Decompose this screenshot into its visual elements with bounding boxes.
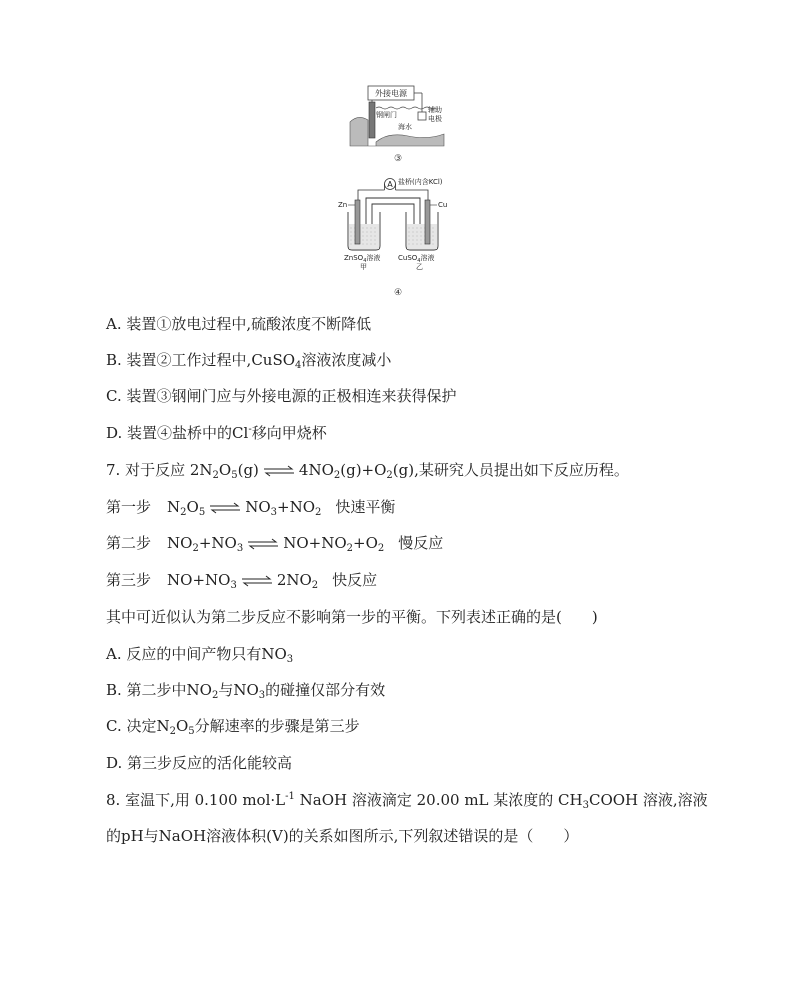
equilibrium-arrow-icon <box>246 538 280 550</box>
gate-label: 钢闸门 <box>376 111 397 119</box>
figure-3-gate-protection <box>348 84 448 164</box>
q7-step-1: 第一步 $N_2O_5$ $NO_3+NO_2$ 快速平衡 <box>106 498 396 518</box>
equilibrium-arrow-icon <box>262 465 296 477</box>
sea-label: 海水 <box>398 123 412 131</box>
q8-stem-line-2: 的pH与NaOH溶液体积(V)的关系如图所示,下列叙述错误的是（ ） <box>106 827 579 845</box>
ammeter-label: A <box>387 180 393 189</box>
zn-label: Zn <box>338 201 348 209</box>
q7-prompt: 其中可近似认为第二步反应不影响第一步的平衡。下列表述正确的是( ) <box>106 608 598 626</box>
q7-option-c: C. 决定$N_2O_5$分解速率的步骤是第三步 <box>106 717 360 737</box>
aux-electrode <box>418 112 426 120</box>
q6-option-d: D. 装置④盐桥中的Cl-移向甲烧杯 <box>106 424 327 442</box>
q6-option-a: A. 装置①放电过程中,硫酸浓度不断降低 <box>106 315 372 333</box>
steel-gate <box>369 102 375 138</box>
cu-electrode <box>425 200 430 244</box>
left-beaker-name: 甲 <box>360 263 367 271</box>
left-solution-label: ZnSO$_4$溶液 <box>344 254 381 264</box>
q7-option-d: D. 第三步反应的活化能较高 <box>106 754 293 772</box>
q7-option-a: A. 反应的中间产物只有$NO_3$ <box>106 645 294 665</box>
figure-4-caption: ④ <box>393 288 403 298</box>
aux-label-1: 辅助 <box>428 106 442 114</box>
bridge-label: 盐桥(内含KCl) <box>398 178 443 186</box>
right-solution-label: CuSO$_4$溶液 <box>398 254 435 264</box>
power-label: 外接电源 <box>375 89 407 98</box>
q7-stem: 7. 对于反应 $2N_2O_5(g)$ $4NO_2(g)+O_2(g)$,某研究人员提出如下反应历程。 <box>106 461 629 481</box>
right-beaker-name: 乙 <box>416 263 423 271</box>
q6-option-c: C. 装置③钢闸门应与外接电源的正极相连来获得保护 <box>106 387 457 405</box>
q6-option-b: B. 装置②工作过程中,CuSO$_4$溶液浓度减小 <box>106 351 392 371</box>
q7-step-2: 第二步 $NO_2+NO_3$ $NO+NO_2+O_2$ 慢反应 <box>106 534 444 554</box>
equilibrium-arrow-icon <box>240 575 274 587</box>
equilibrium-arrow-icon <box>208 502 242 514</box>
zn-electrode <box>355 200 360 244</box>
aux-label-2: 电极 <box>428 115 442 123</box>
figure-4-galvanic-cell <box>336 172 466 300</box>
figure-3-caption: ③ <box>393 154 403 164</box>
q7-option-b: B. 第二步中$NO_2$与$NO_3$的碰撞仅部分有效 <box>106 681 386 701</box>
q8-stem-line-1: 8. 室温下,用 0.100 $mol\cdot L^{-1}$ NaOH 溶液滴定 20.00 mL 某浓度的 $CH_3COOH$ 溶液,溶液 <box>106 791 708 811</box>
cu-label: Cu <box>438 201 448 209</box>
q7-step-3: 第三步 $NO+NO_3$ $2NO_2$ 快反应 <box>106 571 378 591</box>
